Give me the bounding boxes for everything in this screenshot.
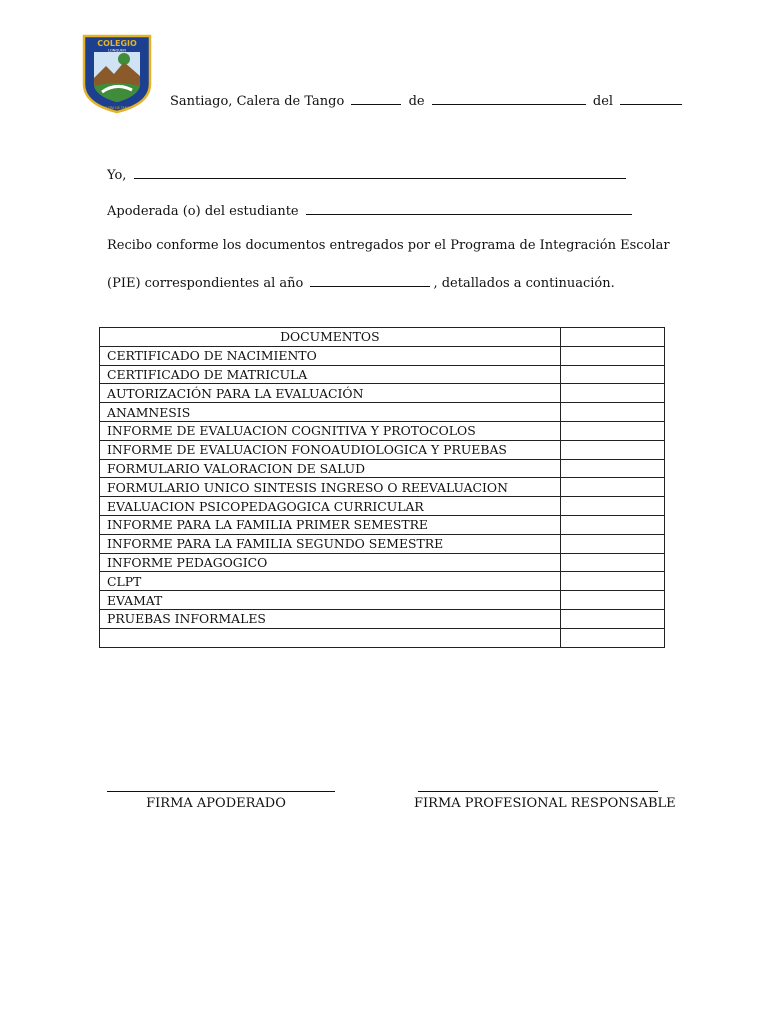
document-check-cell[interactable] <box>560 421 664 440</box>
de-text: de <box>408 94 425 109</box>
table-row <box>100 628 665 647</box>
document-name: FORMULARIO UNICO SINTESIS INGRESO O REEVALUACION <box>100 478 561 497</box>
documents-table <box>99 327 665 648</box>
yo-label: Yo, <box>107 168 127 183</box>
document-name: CERTIFICADO DE NACIMIENTO <box>100 346 561 365</box>
table-row <box>100 553 665 572</box>
school-crest-logo <box>80 32 154 114</box>
table-row <box>100 365 665 384</box>
recibo-line <box>107 238 670 253</box>
document-name: AUTORIZACIÓN PARA LA EVALUACIÓN <box>100 384 561 403</box>
document-name: INFORME PEDAGOGICO <box>100 553 561 572</box>
table-row <box>100 572 665 591</box>
document-check-cell[interactable] <box>560 553 664 572</box>
document-name: PRUEBAS INFORMALES <box>100 609 561 628</box>
pie-line <box>107 274 615 291</box>
pie-suffix-text: , detallados a continuación. <box>433 276 615 291</box>
document-check-cell[interactable] <box>560 440 664 459</box>
document-name: INFORME PARA LA FAMILIA PRIMER SEMESTRE <box>100 515 561 534</box>
apoderado-label: Apoderada (o) del estudiante <box>107 204 299 219</box>
apoderado-line <box>107 202 635 219</box>
table-row <box>100 609 665 628</box>
table-row <box>100 534 665 553</box>
guardian-signature-label: FIRMA APODERADO <box>146 796 286 811</box>
name-blank[interactable] <box>134 166 626 179</box>
table-row <box>100 478 665 497</box>
crest-sub-text: LONQUEN <box>108 48 126 53</box>
month-blank[interactable] <box>432 92 586 105</box>
document-name: INFORME DE EVALUACION FONOAUDIOLOGICA Y PRUEBAS <box>100 440 561 459</box>
year-blank[interactable] <box>620 92 682 105</box>
document-name: INFORME DE EVALUACION COGNITIVA Y PROTOCOLOS <box>100 421 561 440</box>
document-check-cell[interactable] <box>560 591 664 610</box>
document-name: INFORME PARA LA FAMILIA SEGUNDO SEMESTRE <box>100 534 561 553</box>
crest-side-text: CALERA DE TANGO <box>101 106 133 110</box>
document-check-cell[interactable] <box>560 459 664 478</box>
document-check-cell[interactable] <box>560 365 664 384</box>
document-check-cell[interactable] <box>560 478 664 497</box>
place-text: Santiago, Calera de Tango <box>170 94 345 109</box>
table-row <box>100 384 665 403</box>
document-name: EVAMAT <box>100 591 561 610</box>
documents-header: DOCUMENTOS <box>100 328 561 347</box>
table-row <box>100 497 665 516</box>
student-blank[interactable] <box>306 202 632 215</box>
document-check-cell[interactable] <box>560 346 664 365</box>
table-row <box>100 515 665 534</box>
professional-signature-label: FIRMA PROFESIONAL RESPONSABLE <box>414 796 676 811</box>
table-row <box>100 403 665 422</box>
professional-signature-line[interactable] <box>418 791 658 792</box>
table-row <box>100 346 665 365</box>
document-name: FORMULARIO VALORACION DE SALUD <box>100 459 561 478</box>
table-row <box>100 421 665 440</box>
recibo-text: Recibo conforme los documentos entregados por el Programa de Integración Escolar <box>107 238 670 253</box>
document-name: ANAMNESIS <box>100 403 561 422</box>
date-line <box>170 92 685 109</box>
table-row <box>100 591 665 610</box>
table-row <box>100 440 665 459</box>
yo-line <box>107 166 629 183</box>
check-header <box>560 328 664 347</box>
table-row <box>100 459 665 478</box>
pie-prefix-text: (PIE) correspondientes al año <box>107 276 304 291</box>
document-check-cell[interactable] <box>560 628 664 647</box>
document-check-cell[interactable] <box>560 609 664 628</box>
document-name[interactable] <box>100 628 561 647</box>
document-name: EVALUACION PSICOPEDAGOGICA CURRICULAR <box>100 497 561 516</box>
table-header-row <box>100 328 665 347</box>
document-check-cell[interactable] <box>560 384 664 403</box>
guardian-signature-line[interactable] <box>107 791 335 792</box>
document-check-cell[interactable] <box>560 497 664 516</box>
document-name: CLPT <box>100 572 561 591</box>
del-text: del <box>592 94 614 109</box>
document-check-cell[interactable] <box>560 403 664 422</box>
document-name: CERTIFICADO DE MATRICULA <box>100 365 561 384</box>
pie-year-blank[interactable] <box>310 274 430 287</box>
document-check-cell[interactable] <box>560 534 664 553</box>
document-check-cell[interactable] <box>560 572 664 591</box>
day-blank[interactable] <box>351 92 401 105</box>
crest-title-text: COLEGIO <box>97 39 137 48</box>
document-check-cell[interactable] <box>560 515 664 534</box>
